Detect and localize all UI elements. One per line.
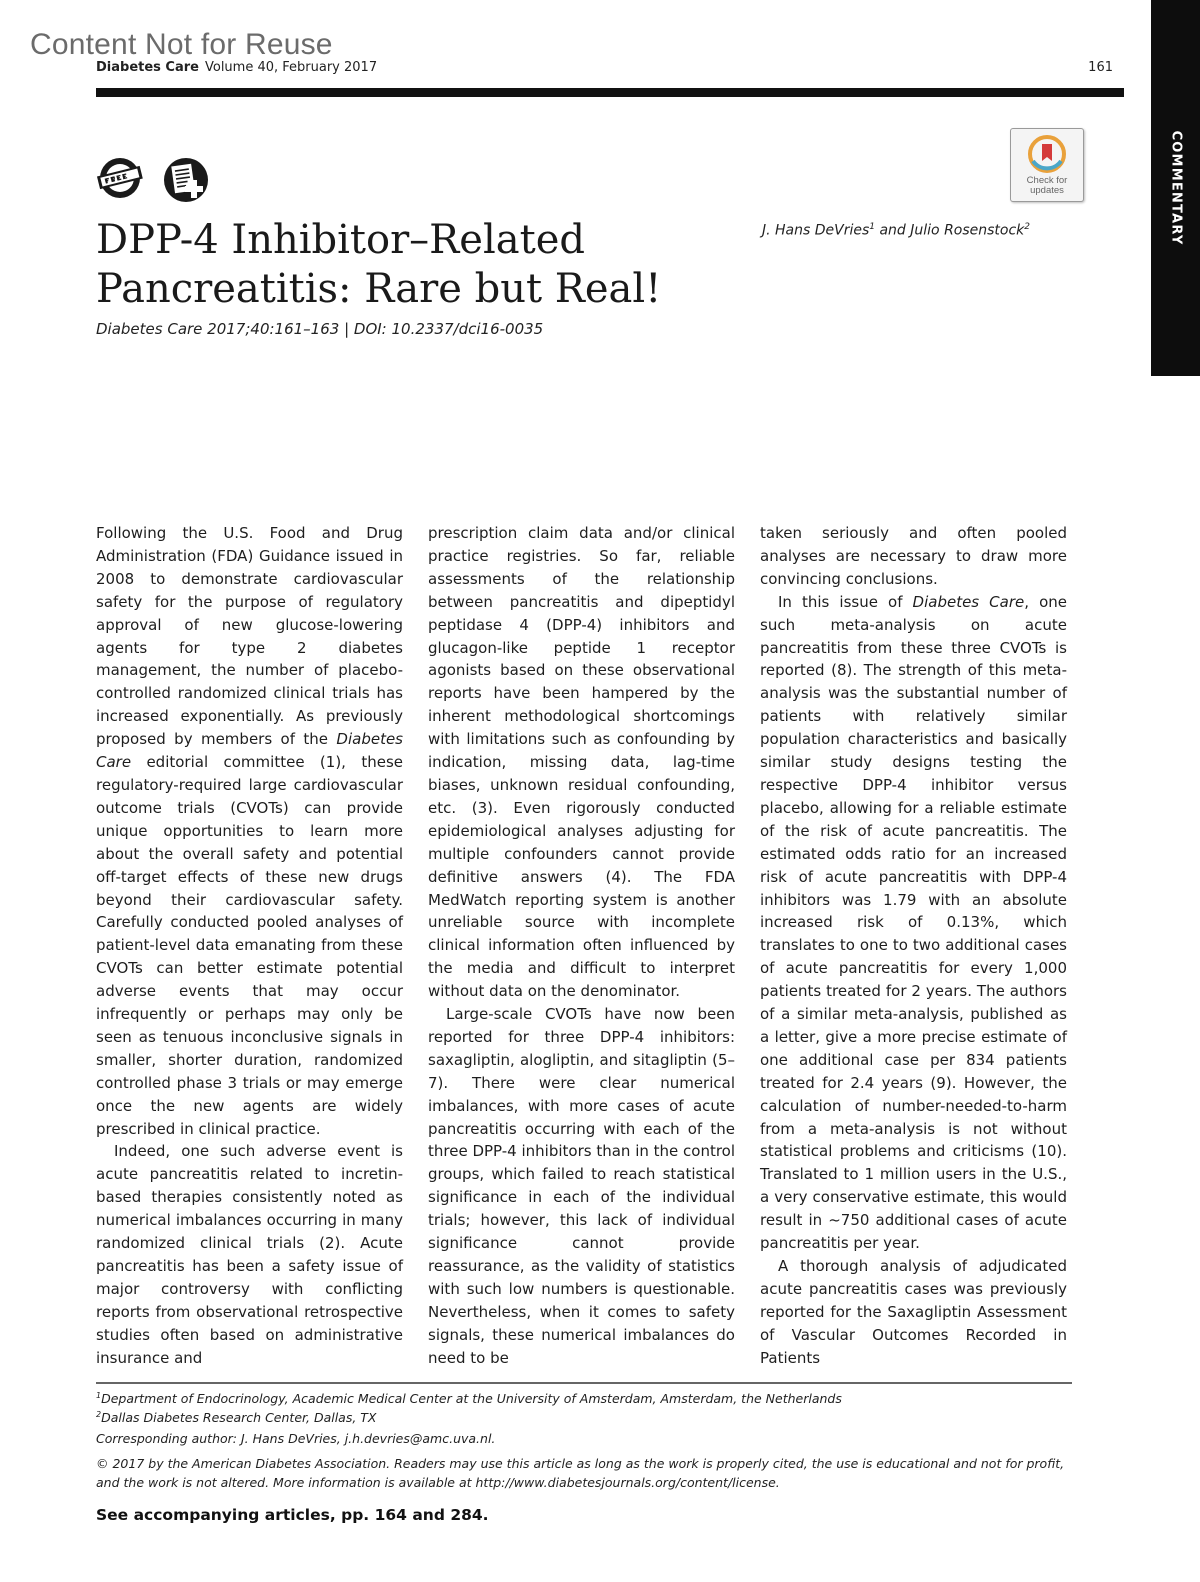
paragraph: Indeed, one such adverse event is acute pancreatitis related to incretin-based therapies consistently noted as numerical imbalances occurring in many randomized clinical trials (2). Acute pancreatitis has been a safety issue of major controversy with conflicting reports from observational retrospective studies often based on administrative insurance and xyxy=(96,1142,403,1367)
author-2: Julio Rosenstock xyxy=(910,222,1025,239)
body-column-3 xyxy=(760,522,1067,1370)
corresponding-author: Corresponding author: J. Hans DeVries, j.h.devries@amc.uva.nl. xyxy=(96,1431,496,1446)
badge-line-2: updates xyxy=(1030,185,1064,196)
journal-name: Diabetes Care xyxy=(96,60,199,75)
affiliation-text: Dallas Diabetes Research Center, Dallas, TX xyxy=(101,1410,377,1426)
affiliation-marker: 1 xyxy=(96,1391,102,1400)
paragraph: prescription claim data and/or clinical practice registries. So far, reliable assessments of the relationship between pancreatitis and dipeptidyl peptidase 4 (DPP-4) inhibitors and glucagon-like peptide 1 receptor agonists based on these observational reports have been hampered by the inherent methodological shortcomings with limitations such as confounding by indication, missing data, lag-time biases, unknown residual confounding, etc. (3). Even rigorously conducted epidemiological analyses adjusting for multiple confounders cannot provide definitive answers (4). The FDA MedWatch reporting system is another unreliable source with incomplete clinical information often influenced by the media and difficult to interpret without data on the denominator. xyxy=(428,524,735,1001)
body-column-1 xyxy=(96,522,403,1370)
copyright-line-2: and the work is not altered. More information is available at http://www.diabetesjournals.org/content/license. xyxy=(96,1475,780,1490)
paragraph-text: Following the U.S. Food and Drug Administration (FDA) Guidance issued in 2008 to demonstrate cardiovascular safety for the purpose of regulatory approval of new glucose-lowering agents for type 2 diabetes management, the number of placebo-controlled randomized clinical trials has increased exponentially. As previously proposed by members of the xyxy=(96,524,403,749)
article-citation: Diabetes Care 2017;40:161–163 | DOI: 10.2337/dci16-0035 xyxy=(96,320,544,338)
journal-volume: Volume 40, February 2017 xyxy=(204,60,378,75)
body-column-2 xyxy=(428,522,735,1370)
journal-mention: Diabetes Care xyxy=(96,730,403,772)
paragraph: taken seriously and often pooled analyses are necessary to draw more convincing conclusions. xyxy=(760,524,1067,588)
article-title xyxy=(96,216,696,314)
paragraph-text: In this issue of xyxy=(778,592,913,611)
running-header xyxy=(96,60,377,75)
copyright-line-1: © 2017 by the American Diabetes Association. Readers may use this article as long as the work is properly cited, the use is educational and not for profit, xyxy=(96,1456,1065,1471)
paragraph-text: , one such meta-analysis on acute pancreatitis from these three CVOTs is reported (8). The strength of this meta-analysis was the substantial number of patients with relatively similar population characteristics and basically similar study designs testing the respective DPP-4 inhibitor versus placebo, allowing for a reliable estimate of the risk of acute pancreatitis. The estimated odds ratio for an increased risk of acute pancreatitis with DPP-4 inhibitors was 1.79 with an absolute increased risk of 0.13%, which translates to one to two additional cases of acute pancreatitis for every 1,000 patients treated for 2 years. The authors of a similar meta-analysis, published as a letter, give a more precise estimate of one additional case per 834 patients treated for 2.4 years (9). However, the calculation of number-needed-to-harm from a meta-analysis is not without statistical problems and criticisms (10). Translated to 1 million users in the U.S., a very conservative estimate, this would result in ~750 additional cases of acute pancreatitis per year. xyxy=(760,592,1067,1253)
paragraph xyxy=(96,522,403,1140)
author-conjunction: and xyxy=(875,222,911,239)
paragraph: Large-scale CVOTs have now been reported for three DPP-4 inhibitors: saxagliptin, alogliptin, and sitagliptin (5–7). There were clear numerical imbalances, with more cases of acute pancreatitis occurring with each of the three DPP-4 inhibitors than in the control groups, which failed to reach statistical significance in each of the individual trials; however, this lack of individual significance cannot provide reassurance, as the validity of statistics with such low numbers is questionable. Nevertheless, when it comes to safety signals, these numerical imbalances do need to be xyxy=(428,1005,736,1367)
cme-document-icon xyxy=(162,156,210,204)
check-for-updates-icon xyxy=(1028,135,1066,173)
free-access-icon xyxy=(96,156,144,200)
title-line-2: Pancreatitis: Rare but Real! xyxy=(96,266,662,312)
author-2-affiliation: 2 xyxy=(1024,222,1031,232)
paragraph: A thorough analysis of adjudicated acute pancreatitis cases was previously reported for the Saxagliptin Assessment of Vascular Outcomes Recorded in Patients xyxy=(760,1257,1067,1367)
badge-line-1: Check for xyxy=(1026,175,1068,186)
check-for-updates-button[interactable] xyxy=(1010,128,1084,202)
affiliation-text: Department of Endocrinology, Academic Medical Center at the University of Amsterdam, Amsterdam, the Netherlands xyxy=(101,1391,842,1407)
paragraph-text: editorial committee (1), these regulatory-required large cardiovascular outcome trials (CVOTs) can provide unique opportunities to learn more about the overall safety and potential off-target effects of these new drugs beyond their cardiovascular safety. Carefully conducted pooled analyses of patient-level data emanating from these CVOTs can better estimate potential adverse events that may occur infrequently or perhaps may only be seen as tenuous inconclusive signals in smaller, shorter duration, randomized controlled phase 3 trials or may emerge once the new agents are widely prescribed in clinical practice. xyxy=(96,753,403,1138)
footnote-rule xyxy=(96,1382,1072,1384)
author-line xyxy=(762,222,1030,239)
affiliation-2 xyxy=(96,1405,1086,1428)
author-1: J. Hans DeVries xyxy=(762,222,870,239)
journal-mention: Diabetes Care xyxy=(912,592,1025,611)
section-tab xyxy=(1151,0,1200,376)
page-number: 161 xyxy=(1088,60,1113,75)
watermark: Content Not for Reuse xyxy=(30,28,333,61)
accompanying-articles: See accompanying articles, pp. 164 and 284. xyxy=(96,1506,489,1524)
header-rule xyxy=(96,88,1124,97)
affiliation-marker: 2 xyxy=(96,1410,102,1419)
title-line-1: DPP-4 Inhibitor–Related xyxy=(96,217,585,263)
paragraph xyxy=(760,591,1067,1255)
section-tab-label: COMMENTARY xyxy=(1168,130,1183,246)
author-1-affiliation: 1 xyxy=(869,222,876,232)
